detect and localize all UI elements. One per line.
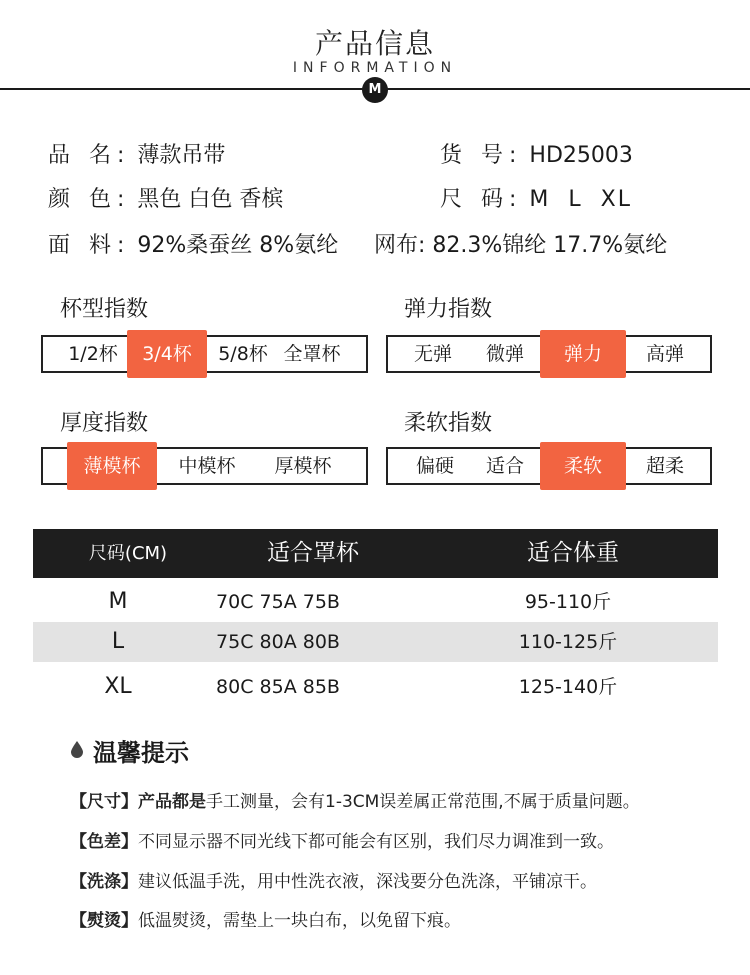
mesh-label: 网布: — [374, 233, 426, 258]
softness-option-3: 柔软 — [540, 442, 626, 490]
size-badge: M — [362, 77, 388, 103]
info-mesh — [374, 228, 667, 259]
info-code — [440, 138, 633, 169]
softness-option-1: 偏硬 — [415, 455, 454, 477]
color-label: 颜 色: — [48, 187, 131, 212]
tip-iron — [70, 906, 461, 931]
row-weight: 110-125斤 — [518, 631, 618, 653]
water-drop-icon — [70, 740, 84, 758]
table-row — [33, 667, 718, 707]
info-name — [48, 138, 225, 169]
elastic-index-scale — [386, 335, 712, 373]
thickness-index-title: 厚度指数 — [60, 411, 149, 436]
fabric-label: 面 料: — [48, 233, 131, 258]
thickness-option-1: 薄模杯 — [67, 442, 157, 490]
tip-tag: 【熨烫】 — [70, 911, 138, 931]
softness-index-title: 柔软指数 — [404, 411, 493, 436]
tip-tag: 【色差】 — [70, 832, 138, 852]
tip-bold: 产品都是 — [138, 792, 206, 812]
header-size: 尺码(CM) — [88, 543, 168, 564]
cup-index-scale — [41, 335, 368, 373]
info-color — [48, 182, 283, 213]
elastic-option-4: 高弹 — [645, 343, 684, 365]
cup-option-2: 3/4杯 — [127, 330, 207, 378]
row-cup: 80C 85A 85B — [216, 676, 340, 698]
page-subtitle: INFORMATION — [292, 60, 458, 76]
code-value: HD25003 — [529, 143, 633, 168]
thickness-index-scale — [41, 447, 368, 485]
tip-text: 不同显示器不同光线下都可能会有区别，我们尽力调准到一致。 — [138, 832, 614, 852]
tip-tag: 【洗涤】 — [70, 872, 138, 892]
code-label: 货 号: — [440, 143, 523, 168]
tip-color — [70, 827, 614, 852]
header-cup: 适合罩杯 — [267, 540, 359, 566]
table-row — [33, 582, 718, 622]
tip-size — [70, 787, 640, 812]
row-size: XL — [104, 674, 132, 699]
page-title: 产品信息 — [314, 27, 435, 60]
elastic-option-3: 弹力 — [540, 330, 626, 378]
softness-option-2: 适合 — [485, 455, 524, 477]
cup-index-title: 杯型指数 — [60, 297, 149, 322]
table-row — [33, 622, 718, 662]
elastic-option-2: 微弹 — [485, 343, 524, 365]
thickness-option-3: 厚模杯 — [274, 455, 332, 477]
tip-tag: 【尺寸】 — [70, 792, 138, 812]
name-value: 薄款吊带 — [137, 143, 226, 168]
info-fabric — [48, 228, 338, 259]
header-weight: 适合体重 — [527, 540, 619, 566]
row-cup: 75C 80A 80B — [216, 631, 340, 653]
tip-wash — [70, 867, 597, 892]
name-label: 品 名: — [48, 143, 131, 168]
color-value: 黑色 白色 香槟 — [137, 187, 284, 212]
tip-text: 低温熨烫，需垫上一块白布，以免留下痕。 — [138, 911, 461, 931]
cup-option-1: 1/2杯 — [68, 343, 118, 365]
row-cup: 70C 75A 75B — [216, 591, 340, 613]
row-weight: 125-140斤 — [518, 676, 618, 698]
elastic-option-1: 无弹 — [413, 343, 452, 365]
tip-text: 手工测量，会有1-3CM误差属正常范围,不属于质量问题。 — [206, 792, 640, 812]
size-value: M L XL — [529, 187, 632, 212]
size-table-header — [33, 529, 718, 578]
softness-option-4: 超柔 — [645, 455, 684, 477]
cup-option-4: 全罩杯 — [283, 343, 341, 365]
cup-option-3: 5/8杯 — [218, 343, 268, 365]
tips-title: 温馨提示 — [93, 739, 189, 767]
row-size: M — [108, 589, 128, 614]
softness-index-scale — [386, 447, 712, 485]
tip-text: 建议低温手洗，用中性洗衣液，深浅要分色洗涤，平铺凉干。 — [138, 872, 597, 892]
row-size: L — [111, 629, 125, 654]
mesh-value: 82.3%锦纶 17.7%氨纶 — [432, 233, 668, 258]
row-weight: 95-110斤 — [524, 591, 612, 613]
thickness-option-2: 中模杯 — [178, 455, 236, 477]
size-label: 尺 码: — [440, 187, 523, 212]
info-size — [440, 182, 632, 213]
fabric-value: 92%桑蚕丝 8%氨纶 — [137, 233, 339, 258]
elastic-index-title: 弹力指数 — [404, 297, 493, 322]
